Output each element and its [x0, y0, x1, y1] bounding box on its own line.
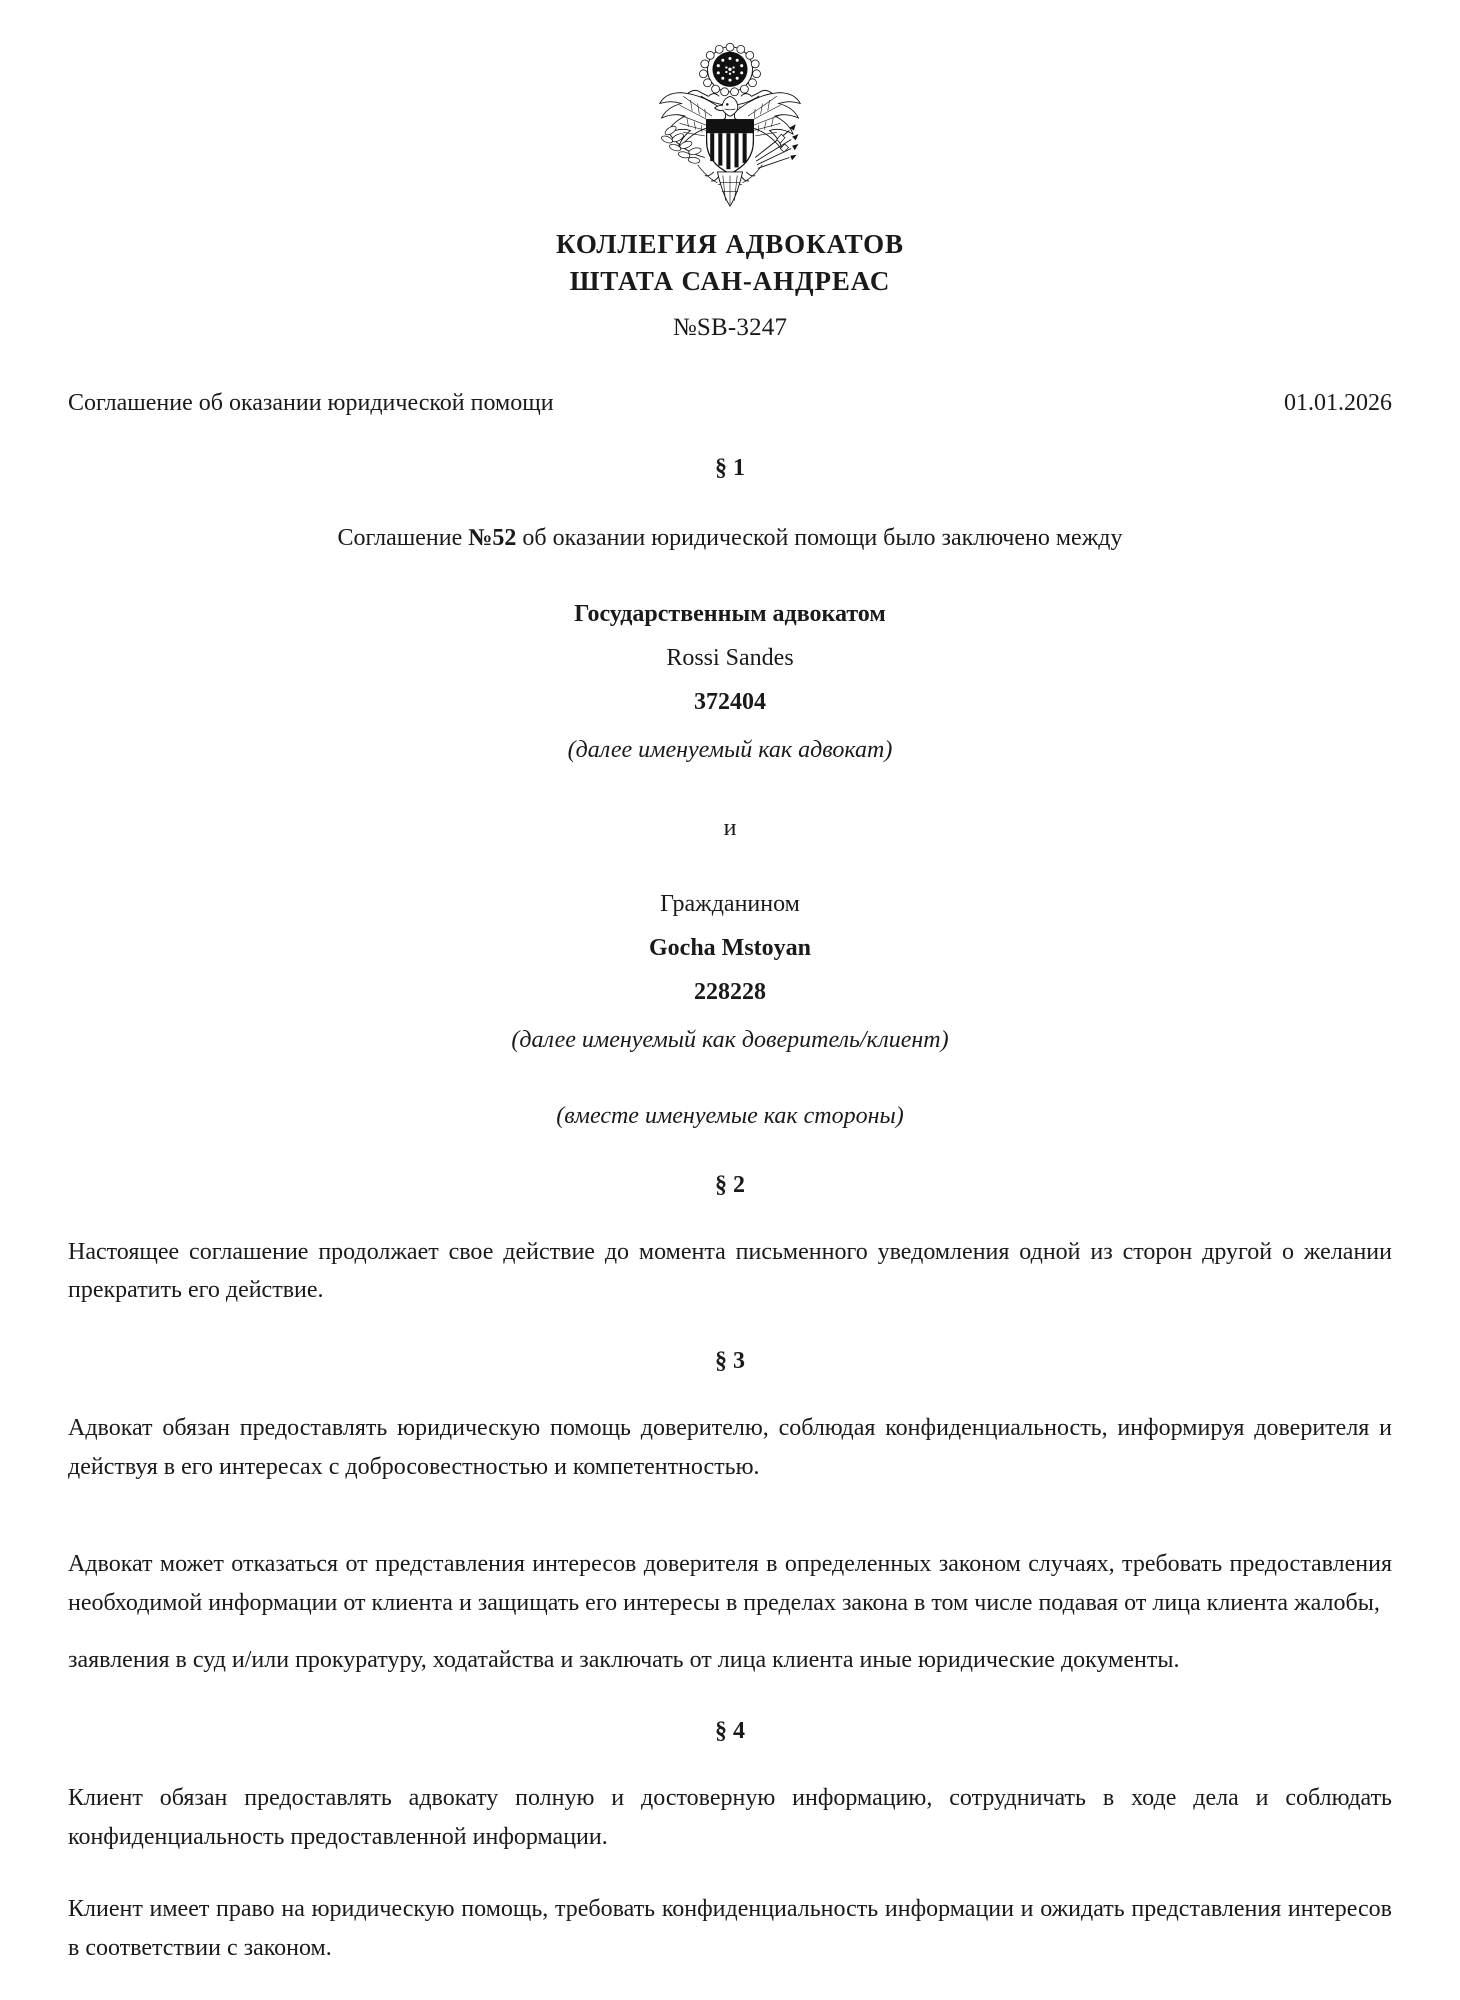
parties-conjunction: и: [723, 814, 737, 841]
client-id-number: 228228: [694, 978, 766, 1005]
attorney-name: Rossi Sandes: [666, 644, 794, 671]
section-4-paragraph-2: Клиент имеет право на юридическую помощь, требовать конфиденциальность информации и ожидать представления интересов в соответствии с законом.: [68, 1896, 1392, 1962]
client-alias-note: (далее именуемый как доверитель/клиент): [511, 1026, 949, 1053]
attorney-party-block: [68, 596, 1392, 768]
subject-date-row: [68, 390, 1392, 417]
section-3-paragraph-3: заявления в суд и/или прокуратуру, ходатайства и заключать от лица клиента иные юридические документы.: [68, 1646, 1180, 1673]
organization-title-line-1: КОЛЛЕГИЯ АДВОКАТОВ: [556, 229, 904, 259]
agreement-intro-suffix: об оказании юридической помощи было заключено между: [516, 524, 1123, 551]
organization-title-line-2: ШТАТА САН-АНДРЕАС: [569, 266, 891, 297]
section-heading-4: § 4: [715, 1717, 745, 1744]
document-number: №SB-3247: [672, 313, 788, 341]
agreement-intro-line: [68, 520, 1392, 556]
joint-parties-alias-note: (вместе именуемые как стороны): [556, 1102, 904, 1129]
client-role-label: Гражданином: [660, 890, 800, 917]
attorney-role-label: Государственным адвокатом: [574, 600, 886, 627]
section-3-paragraph-2: Адвокат может отказаться от представления интересов доверителя в определенных законом случаях, требовать предоставления необходимой информации от клиента и защищать его интересы в пределах закона в том числе подавая от лица клиента жалобы,: [68, 1551, 1392, 1616]
section-heading-2: § 2: [715, 1171, 745, 1198]
client-name: Gocha Mstoyan: [649, 934, 811, 961]
document-subject: Соглашение об оказании юридической помощи: [68, 389, 554, 416]
section-3-paragraph-1: Адвокат обязан предоставлять юридическую помощь доверителю, соблюдая конфиденциальность, информируя доверителя и действуя в его интересах с добросовестностью и компетентностью.: [68, 1415, 1392, 1481]
emblem-container: [68, 40, 1392, 212]
section-4-paragraph-1: Клиент обязан предоставлять адвокату полную и достоверную информацию, сотрудничать в ходе дела и соблюдать конфиденциальность предоставленной информации.: [68, 1784, 1392, 1850]
section-heading-3: § 3: [715, 1348, 745, 1375]
section-2-paragraph-1: Настоящее соглашение продолжает свое действие до момента письменного уведомления одной из сторон другой о желании прекратить его действие.: [68, 1238, 1392, 1304]
agreement-intro-prefix: Соглашение: [337, 524, 469, 551]
agreement-number: №52: [468, 524, 517, 551]
great-seal-eagle-emblem: [640, 40, 820, 212]
attorney-id-number: 372404: [694, 688, 766, 715]
section-heading-1: § 1: [715, 454, 745, 481]
organization-title: [68, 226, 1392, 301]
client-party-block: [68, 886, 1392, 1058]
document-date: 01.01.2026: [1284, 389, 1392, 416]
attorney-alias-note: (далее именуемый как адвокат): [567, 736, 893, 763]
